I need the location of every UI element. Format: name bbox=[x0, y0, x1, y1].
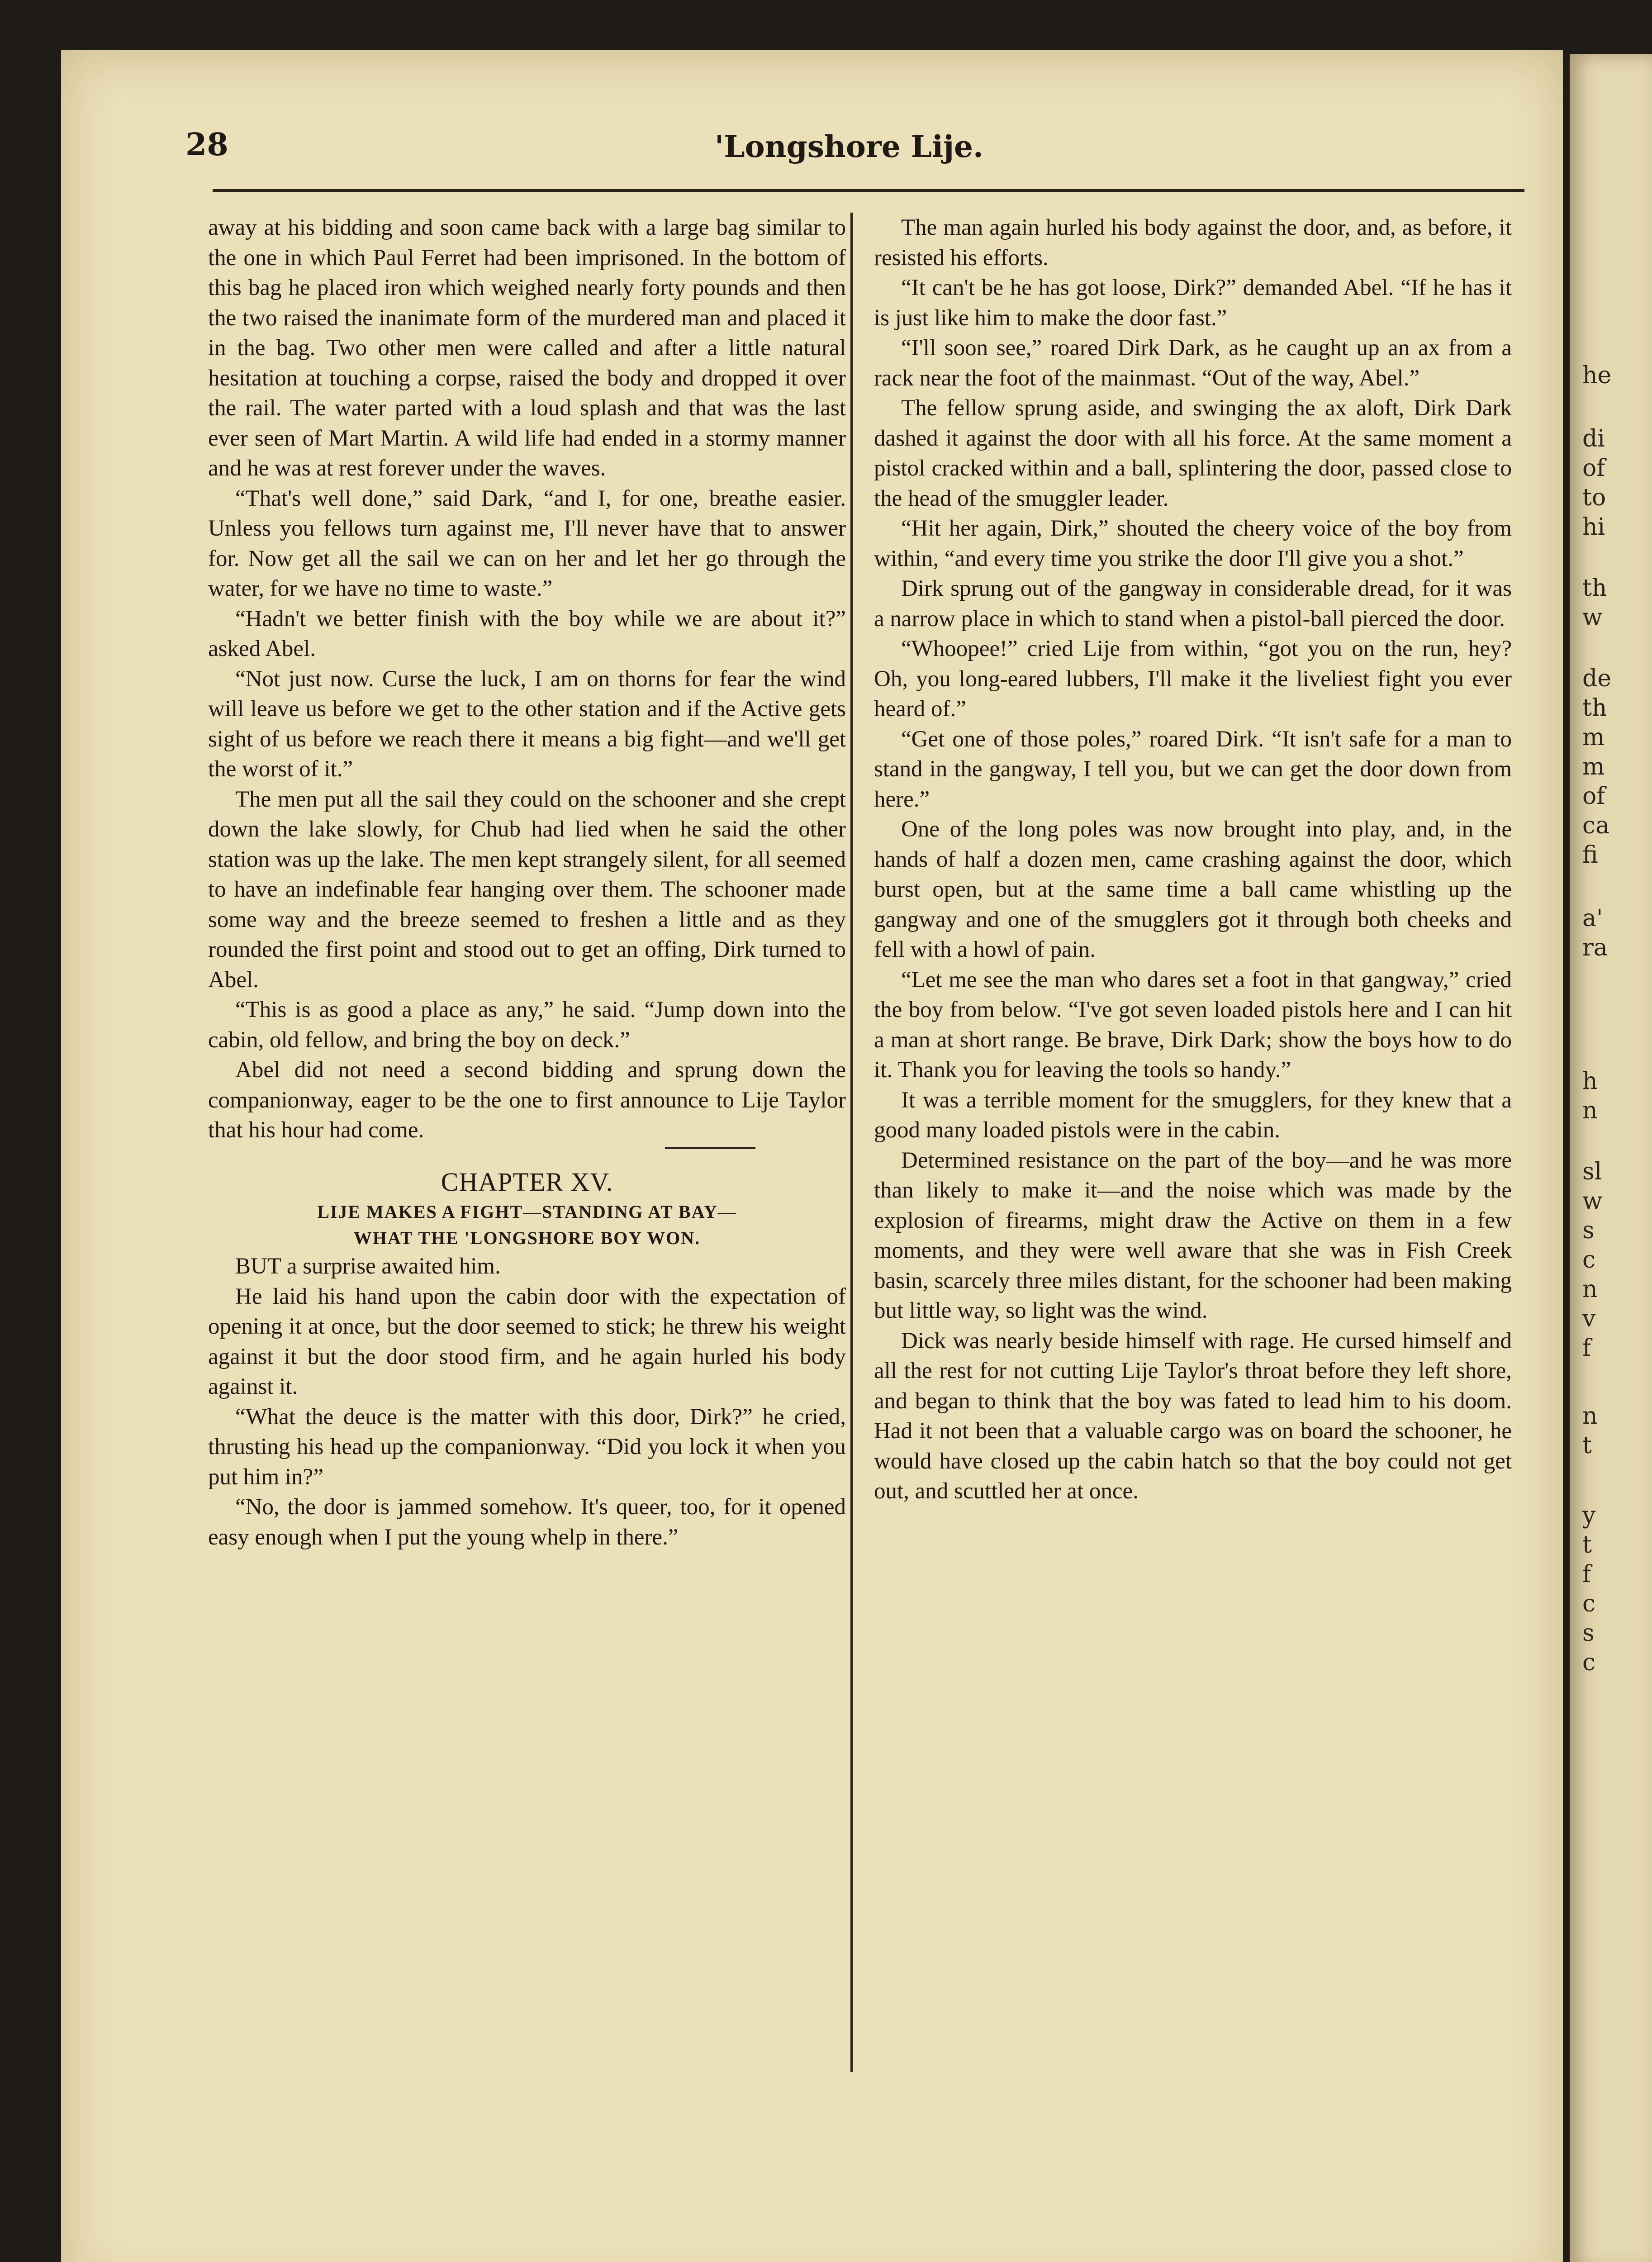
next-page-fragment: t bbox=[1582, 1531, 1592, 1559]
next-page-fragment: di bbox=[1582, 425, 1605, 452]
section-rule bbox=[665, 1147, 755, 1149]
paragraph: “This is as good a place as any,” he said. “Jump down into the cabin, old fellow, and bring the boy on deck.” bbox=[208, 997, 846, 1053]
chapter-summary-line-1: LIJE MAKES A FIGHT—STANDING AT BAY— bbox=[317, 1202, 737, 1222]
next-page-fragment: de bbox=[1582, 665, 1612, 692]
next-page-fragment: ca bbox=[1582, 812, 1610, 839]
next-page-fragment: n bbox=[1582, 1097, 1598, 1124]
next-page-fragment: th bbox=[1582, 575, 1607, 602]
paragraph: The men put all the sail they could on the schooner and she crept down the lake slowly, for Chub had lied when he said the other station was up the lake. The men kept strangely silent, for all seemed to have an indefinable fear hanging over them. The schooner made some way and the breeze seemed to freshen a little and as they rounded the first point and stood out to get an offing, Dirk turned to Abel. bbox=[208, 786, 846, 993]
paragraph: Dick was nearly beside himself with rage. He cursed himself and all the rest for not cutting Lije Taylor's throat before they left shore, and began to think that the boy was fated to lead him to his doom. Had it not been that a valuable cargo was on board the schooner, he would have closed up the cabin hatch so that the boy could not get out, and scuttled her at once. bbox=[874, 1328, 1512, 1504]
next-page-fragment: he bbox=[1582, 362, 1612, 389]
paragraph: “No, the door is jammed somehow. It's queer, too, for it opened easy enough when I put the young whelp in there.” bbox=[208, 1494, 846, 1550]
paragraph: BUT a surprise awaited him. bbox=[235, 1254, 501, 1279]
paragraph: “Whoopee!” cried Lije from within, “got you on the run, hey? Oh, you long-eared lubbers, I'll make it the liveliest fight you ever heard of.” bbox=[874, 636, 1512, 722]
paragraph: away at his bidding and soon came back with a large bag similar to the one in which Paul Ferret had been imprisoned. In the bottom of this bag he placed iron which weighed nearly forty pounds and then the two raised the inanimate form of the murdered man and placed it in the bag. Two other men were called and after a little natural hesitation at touching a corpse, raised the body and dropped it over the rail. The water parted with a loud splash and that was the last ever seen of Mart Martin. A wild life had ended in a stormy manner and he was at rest forever under the waves. bbox=[208, 215, 846, 481]
next-page-fragment: c bbox=[1582, 1649, 1596, 1676]
next-page-fragment: v bbox=[1582, 1305, 1596, 1332]
next-page-fragment: m bbox=[1582, 753, 1605, 780]
next-page-fragment: ra bbox=[1582, 934, 1608, 961]
paragraph: It was a terrible moment for the smugglers, for they knew that a good many loaded pistols were in the cabin. bbox=[874, 1087, 1512, 1143]
paragraph: Abel did not need a second bidding and sprung down the companionway, eager to be the one to first announce to Lije Taylor that his hour had come. bbox=[208, 1057, 846, 1143]
next-page-fragment: n bbox=[1582, 1276, 1598, 1303]
paragraph: “Not just now. Curse the luck, I am on thorns for fear the wind will leave us before we get to the other station and if the Active gets sight of us before we reach there it means a big fight—and we'll get the worst of it.” bbox=[208, 666, 846, 782]
header-rule bbox=[213, 189, 1524, 192]
next-page-fragment: h bbox=[1582, 1068, 1598, 1095]
next-page-fragment: c bbox=[1582, 1590, 1596, 1617]
paragraph: Determined resistance on the part of the boy—and he was more than likely to make it—and the noise which was made by the explosion of firearms, might draw the Active on them in a few moments, and they were well aware that she was in Fish Creek basin, scarcely three miles distant, for the schooner had been making but little way, so light was the wind. bbox=[874, 1147, 1512, 1323]
next-page-fragment: w bbox=[1582, 604, 1603, 631]
paragraph: One of the long poles was now brought into play, and, in the hands of half a dozen men, came crashing against the door, which burst open, but at the same time a ball came whistling up the gangway and one of the smugglers got it through both cheeks and fell with a howl of pain. bbox=[874, 817, 1512, 962]
next-page-fragment: m bbox=[1582, 724, 1605, 751]
paragraph: “It can't be he has got loose, Dirk?” demanded Abel. “If he has it is just like him to make the door fast.” bbox=[874, 275, 1512, 331]
next-page-fragment: f bbox=[1582, 1561, 1591, 1588]
next-page-fragment: w bbox=[1582, 1188, 1603, 1215]
next-page-fragment: s bbox=[1582, 1620, 1595, 1647]
paragraph: “Let me see the man who dares set a foot in that gangway,” cried the boy from below. “I've got seven loaded pistols here and I can hit a man at short range. Be brave, Dirk Dark; show the boys how to do it. Thank you for leaving the tools so handy.” bbox=[874, 967, 1512, 1083]
chapter-title: CHAPTER XV. bbox=[441, 1167, 613, 1197]
next-page-edge bbox=[1570, 54, 1652, 2262]
next-page-fragment: th bbox=[1582, 694, 1607, 722]
paragraph: “That's well done,” said Dark, “and I, for one, breathe easier. Unless you fellows turn against me, I'll never have that to answer for. Now get all the sail we can on her and let her go through the water, for we have no time to waste.” bbox=[208, 485, 846, 601]
next-page-fragment: f bbox=[1582, 1335, 1591, 1362]
paragraph: The man again hurled his body against the door, and, as before, it resisted his efforts. bbox=[874, 215, 1512, 271]
next-page-fragment: s bbox=[1582, 1217, 1595, 1244]
chapter-summary-line-2: WHAT THE 'LONGSHORE BOY WON. bbox=[353, 1228, 701, 1248]
paragraph: “Get one of those poles,” roared Dirk. “It isn't safe for a man to stand in the gangway, I tell you, but we can get the door down from here.” bbox=[874, 726, 1512, 812]
paragraph: He laid his hand upon the cabin door with the expectation of opening it at once, but the door seemed to stick; he threw his weight against it but the door stood firm, and he again hurled his body against it. bbox=[208, 1283, 846, 1399]
paragraph: “I'll soon see,” roared Dirk Dark, as he caught up an ax from a rack near the foot of the mainmast. “Out of the way, Abel.” bbox=[874, 335, 1512, 391]
next-page-fragment: hi bbox=[1582, 513, 1605, 541]
next-page-fragment: to bbox=[1582, 484, 1606, 511]
next-page-fragment: n bbox=[1582, 1402, 1598, 1430]
next-page-fragment: a' bbox=[1582, 905, 1603, 932]
column-divider bbox=[850, 213, 853, 2072]
next-page-fragment: c bbox=[1582, 1246, 1596, 1274]
paragraph: “Hit her again, Dirk,” shouted the cheery voice of the boy from within, “and every time you strike the door I'll give you a shot.” bbox=[874, 516, 1512, 571]
paragraph: Dirk sprung out of the gangway in considerable dread, for it was a narrow place in which to stand when a pistol-ball pierced the door. bbox=[874, 576, 1512, 632]
page-number: 28 bbox=[185, 127, 228, 163]
next-page-fragment: fi bbox=[1582, 841, 1598, 869]
next-page-fragment: sl bbox=[1582, 1158, 1602, 1185]
running-title: 'Longshore Lije. bbox=[715, 129, 983, 164]
left-column bbox=[208, 213, 846, 1552]
right-column bbox=[874, 213, 1512, 1506]
next-page-fragment: of bbox=[1582, 783, 1605, 810]
paragraph: “Hadn't we better finish with the boy while we are about it?” asked Abel. bbox=[208, 606, 846, 661]
paragraph: “What the deuce is the matter with this door, Dirk?” he cried, thrusting his head up the companionway. “Did you lock it when you put him in?” bbox=[208, 1404, 846, 1490]
next-page-fragment: y bbox=[1582, 1502, 1596, 1529]
paragraph: The fellow sprung aside, and swinging the ax aloft, Dirk Dark dashed it against the door with all his force. At the same moment a pistol cracked within and a ball, splintering the door, passed close to the head of the smuggler leader. bbox=[874, 395, 1512, 511]
next-page-fragment: t bbox=[1582, 1432, 1592, 1459]
next-page-fragment: of bbox=[1582, 455, 1605, 482]
